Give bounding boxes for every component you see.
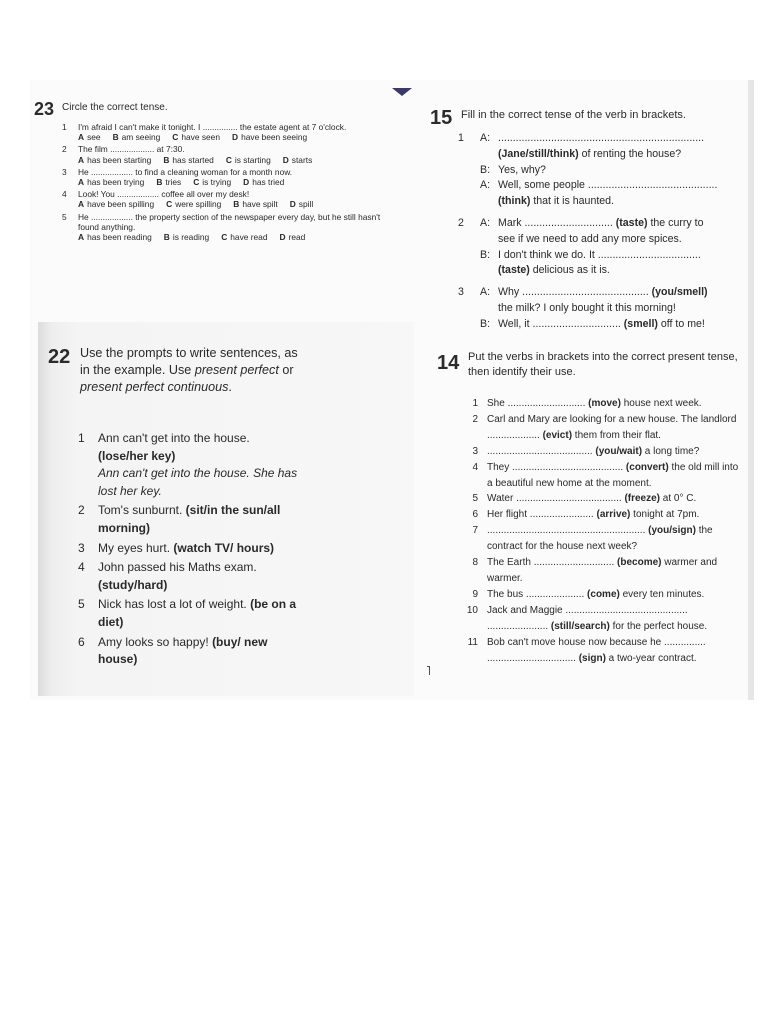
answer-option[interactable] [78, 155, 151, 165]
dialogue-text [458, 317, 748, 333]
exercise-15-title: Fill in the correct tense of the verb in brackets. [461, 109, 686, 121]
prompt-number: 2 [78, 503, 85, 518]
option-text: read [288, 232, 306, 243]
prompt-sentence: John passed his Maths exam. [98, 560, 257, 575]
sentence-text: a long time? [642, 445, 700, 457]
dialogue-text: I don't think we do. It ................................... [498, 248, 701, 261]
answer-option[interactable] [232, 132, 307, 142]
prompt-item [78, 559, 298, 594]
sentence-number: 8 [472, 557, 478, 569]
dialogue-line [458, 216, 748, 232]
sentence-text: They ........................................ [487, 461, 626, 473]
prompt-number: 4 [78, 560, 85, 575]
dialogue-text: Well, some people ............................................ [498, 179, 718, 192]
sentence-text: The Earth ............................. [487, 557, 618, 569]
option-text: has tried [252, 177, 285, 188]
sentence-prompt: (come) [587, 588, 620, 600]
dialogue-line [458, 163, 748, 179]
answer-option[interactable] [78, 177, 144, 187]
dialogue-text [458, 194, 748, 210]
option-letter: A [78, 132, 85, 143]
answer-option[interactable] [172, 132, 220, 142]
option-text: has been trying [87, 177, 145, 188]
exercise-14-list [460, 396, 742, 666]
answer-option[interactable] [163, 155, 214, 165]
option-text: am seeing [121, 132, 161, 143]
sentence-text: Carl and Mary are looking for a new house. The landlord ................... [487, 413, 737, 441]
dialogue-line [458, 178, 748, 194]
sentence-text: She ............................ [487, 398, 589, 409]
dialogue-line [458, 285, 748, 301]
question-text: He .................. the property section of the newspaper every day, but he still hasn't found anything. [78, 211, 381, 232]
dialogue-text [458, 232, 748, 248]
exercise-22-title-end: . [228, 380, 232, 394]
option-text: have been spilling [87, 199, 155, 210]
sentence-item [460, 460, 742, 492]
sentence-prompt: (arrive) [596, 509, 631, 521]
prompt-sentence: Amy looks so happy! [98, 634, 213, 649]
question-text: He .................. to find a cleaning woman for a month now. [78, 166, 293, 177]
sentence-prompt: (become) [617, 557, 662, 569]
option-letter: C [193, 177, 200, 188]
sentence-item [460, 555, 742, 587]
option-text: have seen [181, 132, 220, 143]
exercise-23-list [62, 122, 392, 244]
prompt-number: 1 [78, 431, 85, 445]
sentence-prompt: (you/sign) [648, 525, 696, 537]
answer-option[interactable] [78, 232, 152, 242]
option-text: spill [298, 199, 314, 210]
answer-option[interactable] [156, 177, 181, 187]
corner-triangle-mark [392, 88, 412, 96]
sentence-text: The bus ..................... [487, 588, 588, 600]
option-letter: D [243, 177, 250, 188]
answer-option[interactable] [243, 177, 284, 187]
answer-option[interactable] [78, 132, 101, 142]
dialogue-prompt: (Jane/still/think) [498, 147, 579, 160]
dialogue-prompt: (think) [498, 195, 531, 208]
sentence-text: Bob can't move house now because he ............... ................................ [487, 636, 706, 664]
option-letter: B [163, 232, 170, 243]
prompt-cue: (buy/ new house) [98, 634, 268, 667]
answer-options [78, 177, 392, 187]
prompt-item [78, 430, 298, 500]
prompt-sentence: Tom's sunburnt. [98, 503, 186, 518]
dialogue-number: 3 [458, 286, 464, 299]
question-number: 2 [62, 144, 67, 155]
dialogue-text: Yes, why? [498, 163, 546, 176]
sentence-text: warmer and warmer. [487, 557, 718, 584]
exercise-22-number: 22 [48, 346, 71, 368]
sentence-item [460, 444, 742, 460]
sentence-text: ...................................... [487, 445, 596, 457]
dialogue-prompt: (taste) [615, 216, 648, 229]
option-letter: A [78, 177, 85, 188]
sentence-text: the contract for the house next week? [487, 525, 713, 553]
speaker-label: A: [480, 132, 491, 144]
dialogue-text: Mark .............................. [498, 216, 616, 229]
answer-option[interactable] [164, 232, 209, 242]
question-item [62, 122, 392, 142]
dialogue-text: the curry to [647, 216, 704, 229]
sentence-prompt: (sign) [578, 652, 606, 664]
prompt-cue: (watch TV/ hours) [173, 540, 275, 555]
option-letter: D [282, 154, 289, 165]
dialogue-line [458, 131, 748, 147]
answer-options [78, 199, 392, 209]
sentence-number: 6 [472, 509, 478, 521]
sentence-number: 1 [472, 398, 478, 409]
dialogue-text [458, 216, 748, 232]
speaker-label: B: [480, 163, 491, 176]
prompt-cue: (lose/her key) [98, 448, 176, 463]
option-letter: C [225, 154, 232, 165]
exercise-22-tense-1: present perfect [194, 363, 279, 377]
answer-option[interactable] [78, 199, 154, 209]
answer-options [78, 232, 392, 242]
option-letter: C [221, 232, 228, 243]
prompt-cue: (sit/in the sun/all morning) [98, 503, 281, 535]
exercise-14-number: 14 [437, 352, 460, 374]
sentence-text: Jack and Maggie ............................................ ...................... [487, 604, 688, 632]
question-text: I'm afraid I can't make it tonight. I ............... the estate agent at 7 o'clock. [78, 122, 347, 132]
option-text: has been reading [87, 232, 152, 243]
sentence-prompt: (freeze) [624, 493, 661, 505]
option-text: were spilling [175, 199, 222, 210]
sentence-prompt: (evict) [542, 429, 573, 441]
dialogue-line [458, 263, 748, 279]
option-text: is reading [172, 232, 210, 243]
dialogue-prompt: (taste) [498, 264, 530, 277]
option-letter: C [166, 199, 173, 210]
answer-option[interactable] [226, 155, 271, 165]
option-text: has been starting [87, 154, 152, 165]
option-letter: D [232, 132, 239, 143]
speaker-label: B: [480, 317, 491, 330]
answer-option[interactable] [193, 177, 231, 187]
option-text: starts [291, 154, 313, 165]
dialogue-number: 1 [458, 132, 464, 144]
dialogue-text [458, 263, 748, 279]
option-text: have spilt [242, 199, 278, 210]
sentence-text: Her flight ....................... [487, 509, 597, 521]
option-letter: A [78, 199, 85, 210]
option-letter: B [163, 154, 170, 165]
sentence-item [460, 491, 742, 507]
sentence-number: 4 [472, 461, 478, 473]
prompt-cue: (study/hard) [98, 577, 168, 592]
sentence-item [460, 603, 742, 635]
answer-option[interactable] [113, 132, 161, 142]
dialogue-text: the milk? I only bought it this morning! [498, 301, 676, 314]
dialogue-text: ...................................................................... [498, 132, 705, 144]
dialogue-text: of renting the house? [578, 147, 682, 160]
dialogue-text: Well, it .............................. [498, 317, 624, 330]
sentence-item [460, 412, 742, 444]
exercise-22-tense-2: present perfect continuous [80, 380, 229, 394]
dialogue-line [458, 248, 748, 264]
exercise-15-list [458, 131, 748, 333]
speaker-label: A: [480, 216, 491, 229]
exercise-22-or: or [278, 363, 294, 377]
example-answer: Ann can't get into the house. She has lost her key. [98, 466, 298, 498]
dialogue-text [458, 147, 748, 163]
prompt-item [78, 540, 298, 558]
prompt-item [78, 634, 298, 669]
dialogue-text [458, 301, 748, 317]
option-text: is trying [202, 177, 232, 188]
dialogue-text [458, 248, 748, 264]
answer-options [78, 155, 392, 165]
dialogue-text: delicious as it is. [529, 264, 610, 277]
sentence-text: house next week. [620, 398, 702, 409]
prompt-number: 6 [78, 634, 85, 649]
dialogue-text [458, 131, 748, 147]
sentence-number: 10 [466, 604, 478, 616]
prompt-number: 3 [78, 540, 85, 555]
answer-option[interactable] [233, 199, 277, 209]
sentence-number: 2 [472, 413, 478, 425]
option-letter: C [172, 132, 179, 143]
dialogue-prompt: (smell) [623, 317, 658, 330]
dialogue-text: see if we need to add any more spices. [498, 232, 682, 245]
sentence-text: at 0° C. [660, 493, 697, 505]
sentence-item [460, 396, 742, 412]
prompt-sentence: Nick has lost a lot of weight. [98, 597, 251, 612]
option-letter: D [279, 232, 286, 243]
question-number: 3 [62, 166, 67, 177]
sentence-prompt: (move) [588, 398, 621, 409]
speaker-label: A: [480, 286, 491, 299]
dialogue-text [458, 178, 748, 194]
sentence-item [460, 523, 742, 555]
answer-option[interactable] [290, 199, 314, 209]
dialogue-number: 2 [458, 216, 464, 229]
sentence-text: a two-year contract. [605, 652, 697, 664]
answer-option[interactable] [221, 232, 267, 242]
option-letter: B [112, 132, 119, 143]
sentence-text: Water ...................................... [487, 493, 625, 505]
dialogue-text [458, 163, 748, 179]
sentence-item [460, 587, 742, 603]
exercise-22-title-line: Use the prompts to write sentences, as in the example. Use [80, 346, 298, 377]
sentence-text: for the perfect house. [609, 620, 708, 632]
dialogue-text: that it is haunted. [530, 195, 615, 208]
sentence-number: 9 [472, 588, 478, 600]
dialogue-line [458, 232, 748, 248]
sentence-text: the old mill into a beautiful new home at the moment. [487, 461, 739, 489]
exercise-14-title: Put the verbs in brackets into the correct present tense, then identify their use. [468, 351, 738, 378]
dialogue-text: off to me! [657, 317, 705, 330]
option-letter: B [233, 199, 240, 210]
option-text: have read [230, 232, 268, 243]
prompt-sentence: Ann can't get into the house. [98, 431, 250, 445]
sentence-prompt: (convert) [625, 461, 669, 473]
dialogue-line [458, 147, 748, 163]
option-letter: A [78, 232, 85, 243]
dialogue-text: Why ........................................... [498, 286, 652, 299]
pen-mark: ˥ [426, 663, 431, 678]
exercise-23-title: Circle the correct tense. [62, 102, 168, 113]
option-text: tries [165, 177, 182, 188]
option-text: see [87, 132, 101, 143]
question-item [62, 144, 392, 164]
sentence-text: tonight at 7pm. [630, 509, 700, 521]
dialogue-line [458, 301, 748, 317]
question-number: 5 [62, 211, 67, 222]
page-edge [748, 80, 754, 700]
option-text: is starting [234, 154, 271, 165]
option-letter: B [156, 177, 163, 188]
question-item [62, 189, 392, 209]
question-number: 4 [62, 189, 67, 200]
dialogue-text [458, 285, 748, 301]
sentence-text: ......................................................... [487, 525, 649, 537]
question-text: The film ................... at 7:30. [78, 144, 185, 155]
speaker-label: A: [480, 179, 491, 192]
question-text: Look! You .................. coffee all over my desk! [78, 189, 250, 200]
sentence-prompt: (still/search) [550, 620, 610, 632]
exercise-15-number: 15 [430, 107, 453, 129]
sentence-number: 5 [472, 493, 478, 505]
answer-option[interactable] [166, 199, 221, 209]
exercise-23-number: 23 [34, 99, 55, 119]
dialogue-prompt: (you/smell) [651, 286, 708, 299]
sentence-item [460, 635, 742, 667]
question-number: 1 [62, 122, 67, 132]
dialogue-line [458, 317, 748, 333]
exercise-22-list [78, 430, 298, 671]
answer-option[interactable] [283, 155, 313, 165]
question-item [62, 167, 392, 187]
sentence-item [460, 507, 742, 523]
answer-options [78, 132, 392, 142]
question-item [62, 212, 392, 243]
sentence-prompt: (you/wait) [595, 445, 643, 457]
option-text: has started [172, 154, 214, 165]
option-letter: D [289, 199, 296, 210]
sentence-text: every ten minutes. [619, 588, 705, 600]
prompt-number: 5 [78, 597, 85, 612]
option-letter: A [78, 154, 85, 165]
sentence-number: 7 [472, 525, 478, 537]
option-text: have been seeing [241, 132, 308, 143]
exercise-22-title [80, 345, 300, 396]
prompt-sentence: My eyes hurt. [98, 540, 174, 555]
answer-option[interactable] [280, 232, 306, 242]
prompt-item [78, 502, 298, 537]
dialogue-line [458, 194, 748, 210]
prompt-item [78, 596, 298, 631]
sentence-number: 3 [472, 445, 478, 457]
prompt-cue: (be on a diet) [98, 597, 297, 629]
speaker-label: B: [480, 248, 491, 261]
sentence-text: them from their flat. [572, 429, 661, 441]
sentence-number: 11 [467, 636, 478, 648]
